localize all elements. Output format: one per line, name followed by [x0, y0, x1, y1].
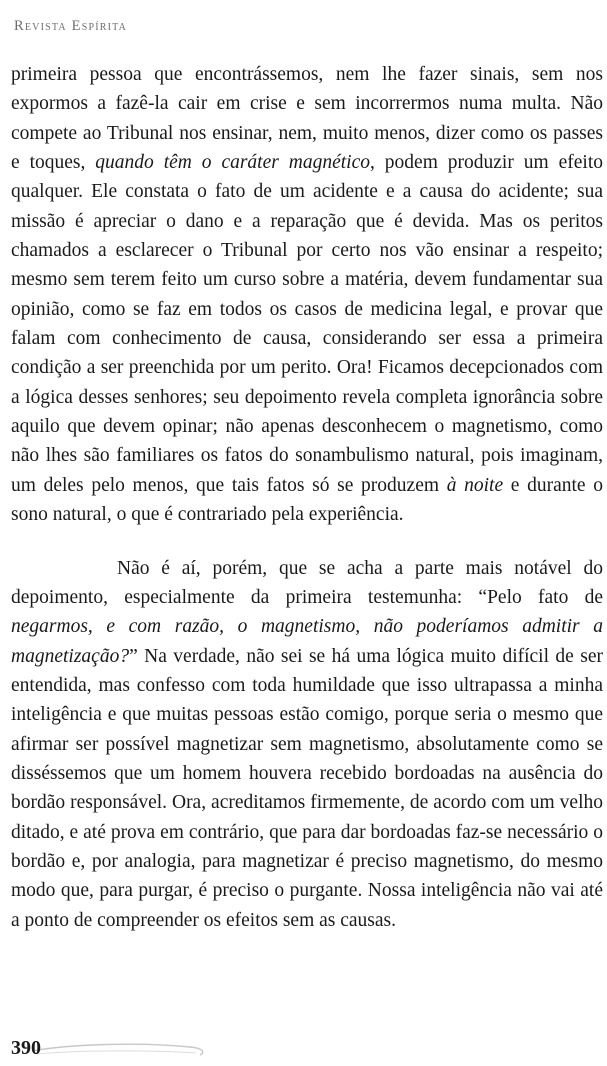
body-text [11, 60, 603, 935]
italic-run: à noite [446, 474, 504, 496]
text-run: ” Na verdade, não sei se há uma lógica muito difícil de ser entendida, mas confesso com toda humildade que isso ultrapassa a minha inteligência e que muitas pessoas estão comigo, porque seria o mesmo que afirmar ser possível magnetizar sem magnetismo, absolutamente como se disséssemos que um homem houvera recebido bordoadas na ausência do bordão responsável. Ora, acreditamos firmemente, de acordo com um velho ditado, e até prova em contrário, que para dar bordoadas faz-se necessário o bordão e, por analogia, para magnetizar é preciso magnetismo, do mesmo modo que, para purgar, é preciso o purgante. Nossa inteligência não vai até a ponto de compreender os efeitos sem as causas. [11, 645, 603, 931]
page-number: 390 [11, 1037, 41, 1059]
page-swoosh-ornament [30, 1038, 210, 1060]
text-run: Não é aí, porém, que se acha a parte mais notável do depoimento, especialmente da primeira testemunha: “Pelo fato de [11, 557, 603, 608]
text-run: , podem produzir um efeito qualquer. Ele constata o fato de um acidente e a causa do acidente; sua missão é apreciar o dano e a reparação que é devida. Mas os peritos chamados a esclarecer o Tribunal por certo nos vão ensinar a respeito; mesmo sem terem feito um curso sobre a matéria, devem fundamentar sua opinião, como se faz em todos os casos de medicina legal, e provar que falam com conhecimento de causa, considerando ser essa a primeira condição a ser preenchida por um perito. Ora! Ficamos decepcionados com a lógica desses senhores; seu depoimento revela completa ignorância sobre aquilo que devem opinar; não apenas desconhecem o magnetismo, como não lhes são familiares os fatos do sonambulismo natural, pois imaginam, um deles pelo menos, que tais fatos só se produzem [11, 152, 603, 496]
text-run: e durante o sono natural, o que é contrariado pela experiência. [11, 474, 603, 526]
italic-run: quando têm o caráter magnético [95, 152, 370, 174]
paragraph-2 [11, 554, 603, 935]
running-head: Revista Espírita [14, 18, 128, 34]
italic-run: negarmos, e com razão, o magnetismo, não poderíamos admitir a magnetização? [11, 616, 603, 667]
text-run: primeira pessoa que encontrássemos, nem lhe fazer sinais, sem nos expormos a fazê-la cair em crise e sem incorrermos numa multa. Não compete ao Tribunal nos ensinar, nem, muito menos, dizer como os passes e toques, [11, 64, 603, 174]
paragraph-1 [11, 60, 603, 530]
